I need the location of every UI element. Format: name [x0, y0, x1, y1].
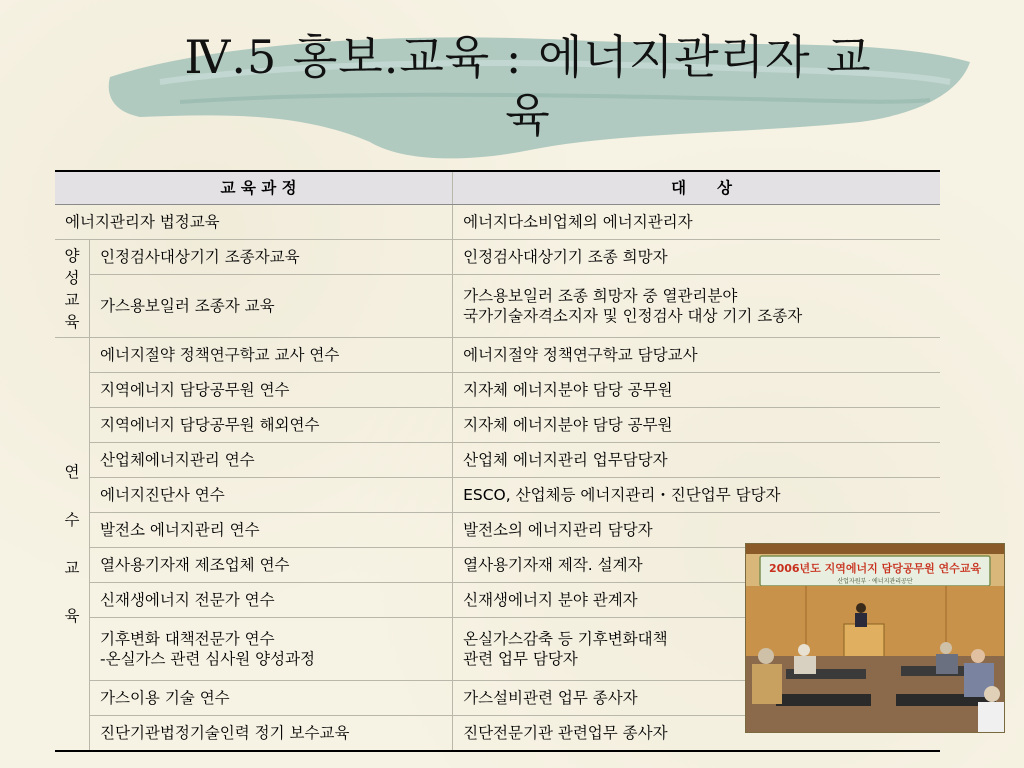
- banner-text: 2006년도 지역에너지 담당공무원 연수교육: [768, 562, 982, 575]
- course-cell: 에너지절약 정책연구학교 교사 연수: [90, 338, 453, 373]
- target-cell: 가스용보일러 조종 희망자 중 열관리분야 국가기술자격소지자 및 인정검사 대상 기기 조종자: [453, 275, 940, 338]
- slide-title: [88, 28, 968, 144]
- course-cell: 열사용기자재 제조업체 연수: [90, 548, 453, 583]
- table-row: [55, 240, 940, 275]
- training-event-photo: [745, 543, 1005, 733]
- course-cell: 가스용보일러 조종자 교육: [90, 275, 453, 338]
- course-cell: 지역에너지 담당공무원 해외연수: [90, 408, 453, 443]
- target-cell: 에너지다소비업체의 에너지관리자: [453, 205, 940, 240]
- photo-illustration: [746, 544, 1004, 732]
- header-target: 대 상: [453, 171, 940, 205]
- table-row: [55, 373, 940, 408]
- course-cell: 신재생에너지 전문가 연수: [90, 583, 453, 618]
- table-row: [55, 478, 940, 513]
- banner-subtext: 산업자원부 · 에너지관리공단: [837, 578, 913, 585]
- target-cell: 발전소의 에너지관리 담당자: [453, 513, 940, 548]
- target-cell: 가스설비관련 업무 종사자: [453, 681, 940, 716]
- target-cell: 신재생에너지 분야 관계자: [453, 583, 940, 618]
- target-cell: 진단전문기관 관련업무 종사자: [453, 716, 940, 752]
- table-row: [55, 408, 940, 443]
- group-label-training: 양 성 교 육: [55, 240, 90, 338]
- course-cell: 가스이용 기술 연수: [90, 681, 453, 716]
- table-row: [55, 443, 940, 478]
- target-cell: 온실가스감축 등 기후변화대책 관련 업무 담당자: [453, 618, 940, 681]
- course-cell: 산업체에너지관리 연수: [90, 443, 453, 478]
- group-label-continuing: 연 수 교 육: [55, 338, 90, 752]
- table-row: [55, 338, 940, 373]
- course-cell: 에너지진단사 연수: [90, 478, 453, 513]
- title-line-1: Ⅳ.5 홍보.교육 : 에너지관리자 교: [184, 30, 872, 84]
- header-course: 교 육 과 정: [55, 171, 453, 205]
- course-cell: 인정검사대상기기 조종자교육: [90, 240, 453, 275]
- target-cell: 지자체 에너지분야 담당 공무원: [453, 408, 940, 443]
- target-cell: ESCO, 산업체등 에너지관리・진단업무 담당자: [453, 478, 940, 513]
- course-cell: 발전소 에너지관리 연수: [90, 513, 453, 548]
- title-line-2: 육: [505, 88, 551, 142]
- table-row: [55, 275, 940, 338]
- target-cell: 열사용기자재 제작. 설계자: [453, 548, 940, 583]
- course-cell: 기후변화 대책전문가 연수 -온실가스 관련 심사원 양성과정: [90, 618, 453, 681]
- target-cell: 산업체 에너지관리 업무담당자: [453, 443, 940, 478]
- course-cell: 진단기관법정기술인력 정기 보수교육: [90, 716, 453, 752]
- course-cell: 에너지관리자 법정교육: [55, 205, 453, 240]
- target-cell: 에너지절약 정책연구학교 담당교사: [453, 338, 940, 373]
- course-cell: 지역에너지 담당공무원 연수: [90, 373, 453, 408]
- table-header-row: [55, 171, 940, 205]
- target-cell: 지자체 에너지분야 담당 공무원: [453, 373, 940, 408]
- target-cell: 인정검사대상기기 조종 희망자: [453, 240, 940, 275]
- table-row: [55, 205, 940, 240]
